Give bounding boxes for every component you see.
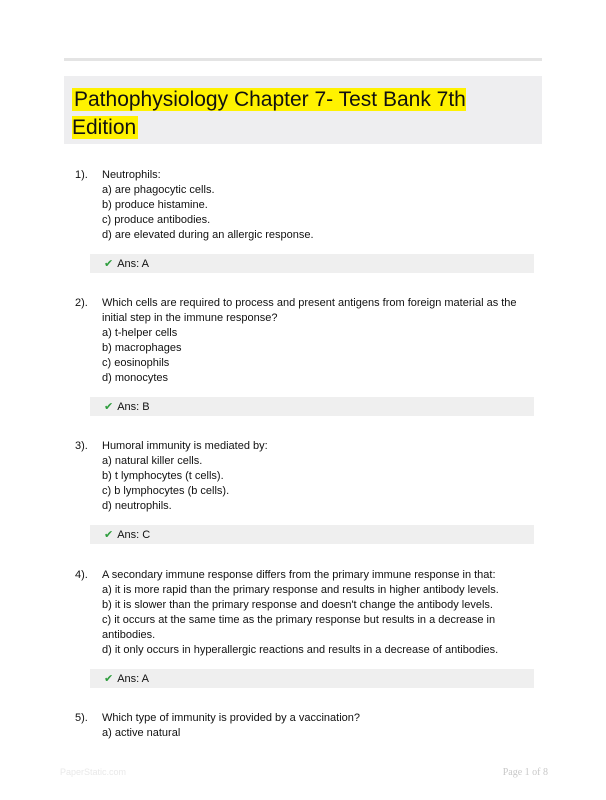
question-body — [102, 439, 542, 514]
answer-box — [90, 254, 534, 273]
question-stem: Which cells are required to process and present antigens from foreign material as the initial step in the immune response? — [102, 297, 517, 324]
option-b: b) macrophages — [102, 342, 182, 354]
answer-box — [90, 397, 534, 416]
option-d: d) neutrophils. — [102, 500, 172, 512]
answer-text: Ans: A — [117, 673, 150, 685]
answer-box — [90, 669, 534, 688]
check-icon: ✔ — [104, 400, 114, 413]
answer-box — [90, 525, 534, 544]
page-number: Page 1 of 8 — [502, 767, 548, 778]
check-icon: ✔ — [104, 672, 114, 685]
question-number: 4). — [75, 569, 88, 581]
question-number: 2). — [75, 297, 88, 309]
question-stem: Which type of immunity is provided by a vaccination? — [102, 712, 361, 724]
check-icon: ✔ — [104, 257, 114, 270]
option-c: c) produce antibodies. — [102, 214, 211, 226]
question-number: 5). — [75, 712, 88, 724]
option-c: c) eosinophils — [102, 357, 170, 369]
page-title — [72, 86, 532, 142]
option-d: d) monocytes — [102, 372, 169, 384]
question-body — [102, 168, 542, 243]
option-d: d) are elevated during an allergic response. — [102, 229, 314, 241]
option-d: d) it only occurs in hyperallergic reactions and results in a decrease of antibodies. — [102, 644, 499, 656]
title-banner — [64, 76, 542, 144]
question-number: 1). — [75, 169, 88, 181]
question-stem: Neutrophils: — [102, 169, 161, 181]
top-divider — [64, 58, 542, 61]
question-body — [102, 568, 542, 658]
option-b: b) t lymphocytes (t cells). — [102, 470, 224, 482]
option-b: b) produce histamine. — [102, 199, 208, 211]
question-number: 3). — [75, 440, 88, 452]
page-title-text: Pathophysiology Chapter 7- Test Bank 7th Edition — [72, 88, 466, 139]
answer-text: Ans: B — [117, 401, 150, 413]
option-a: a) t-helper cells — [102, 327, 178, 339]
question-stem: A secondary immune response differs from the primary immune response in that: — [102, 569, 496, 581]
option-a: a) active natural — [102, 727, 181, 739]
option-a: a) it is more rapid than the primary response and results in higher antibody levels. — [102, 584, 499, 596]
footer-watermark: PaperStatic.com — [60, 767, 127, 777]
option-a: a) are phagocytic cells. — [102, 184, 215, 196]
option-a: a) natural killer cells. — [102, 455, 203, 467]
answer-text: Ans: C — [117, 529, 151, 541]
option-b: b) it is slower than the primary response and doesn't change the antibody levels. — [102, 599, 493, 611]
answer-text: Ans: A — [117, 258, 150, 270]
question-body — [102, 711, 542, 741]
check-icon: ✔ — [104, 528, 114, 541]
question-body — [102, 296, 542, 386]
question-stem: Humoral immunity is mediated by: — [102, 440, 268, 452]
option-c: c) it occurs at the same time as the primary response but results in a decrease in antibodies. — [102, 614, 496, 641]
option-c: c) b lymphocytes (b cells). — [102, 485, 230, 497]
